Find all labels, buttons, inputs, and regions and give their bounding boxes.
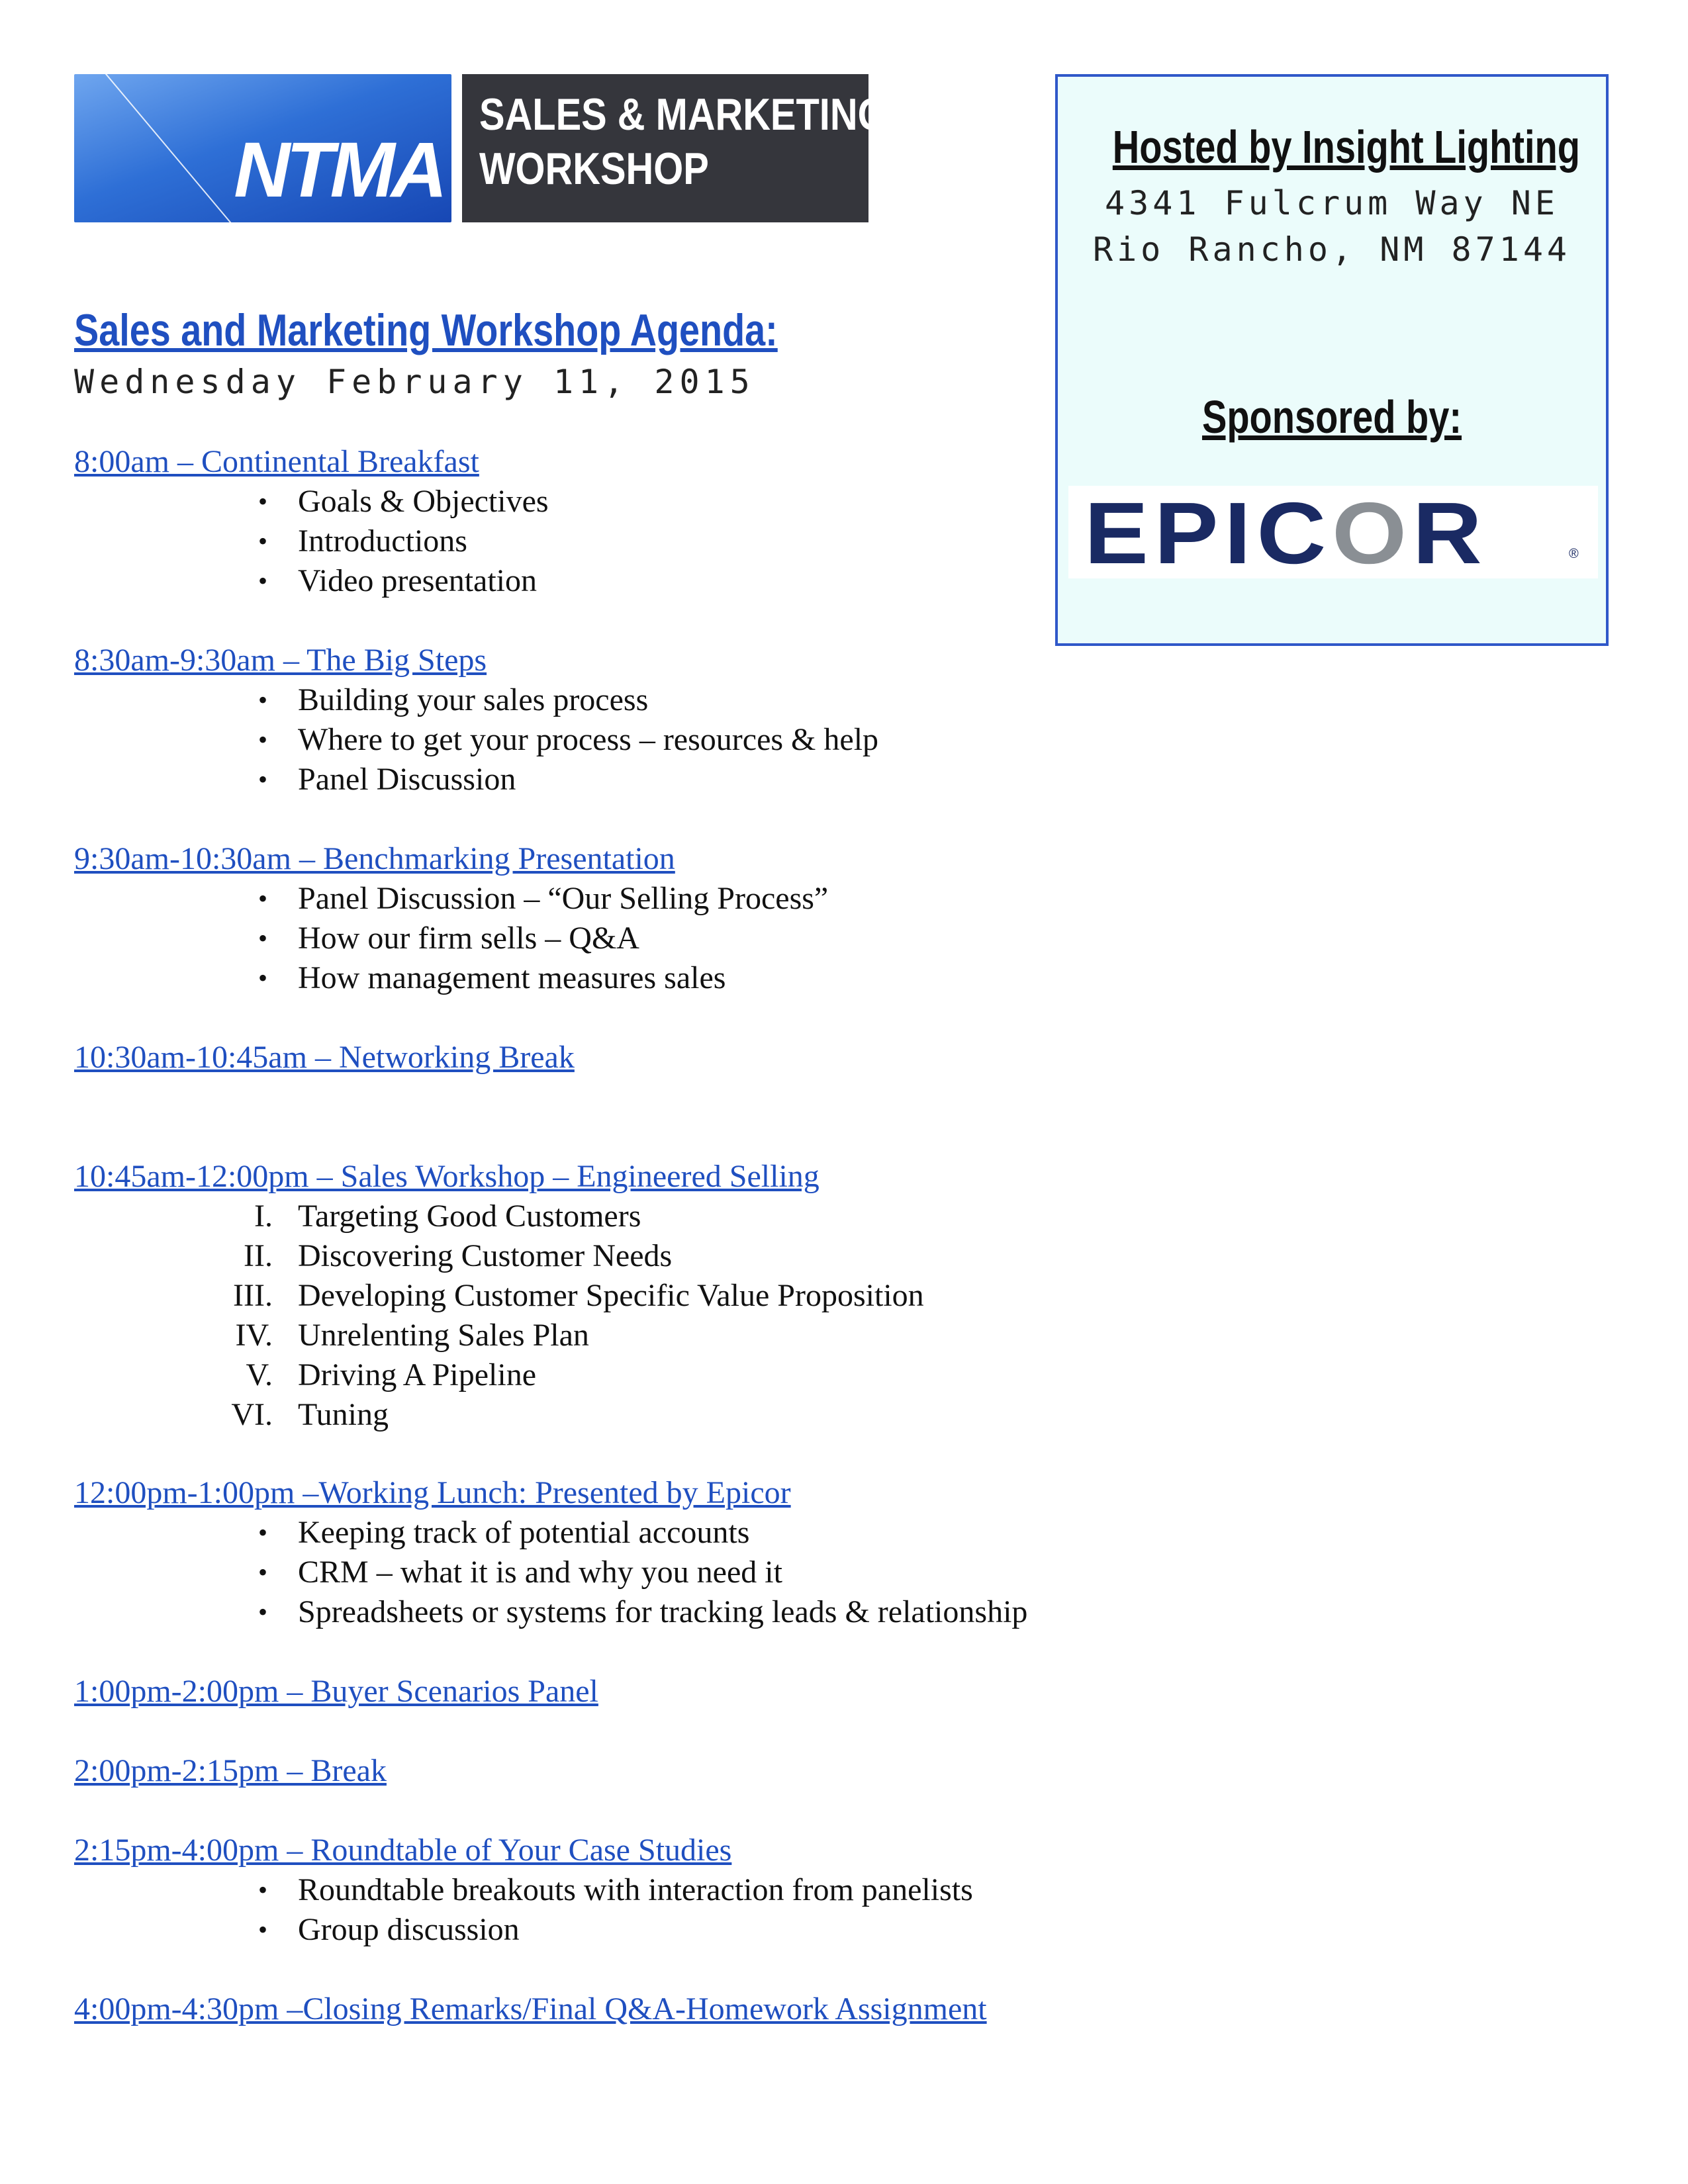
agenda-item: Tuning — [298, 1397, 389, 1432]
workshop-title-line2: WORKSHOP — [479, 144, 709, 194]
bullet-icon: • — [258, 685, 268, 715]
agenda-item: CRM – what it is and why you need it — [298, 1555, 782, 1590]
session-heading[interactable]: 2:00pm-2:15pm – Break — [74, 1753, 387, 1788]
bullet-icon: • — [258, 1518, 268, 1547]
agenda-item: Building your sales process — [298, 682, 649, 717]
agenda-date: Wednesday February 11, 2015 — [74, 363, 755, 401]
agenda-item: Targeting Good Customers — [298, 1199, 641, 1234]
agenda-item: Goals & Objectives — [298, 484, 549, 519]
agenda-item: Panel Discussion — [298, 762, 516, 797]
agenda-title[interactable]: Sales and Marketing Workshop Agenda: — [74, 305, 778, 355]
roman-numeral: IV. — [235, 1318, 273, 1353]
agenda-item: Panel Discussion – “Our Selling Process” — [298, 881, 829, 916]
session-heading[interactable]: 9:30am-10:30am – Benchmarking Presentation — [74, 841, 675, 876]
agenda-item: Where to get your process – resources & help — [298, 722, 879, 757]
bullet-icon: • — [258, 526, 268, 556]
logo-swoosh — [94, 74, 240, 222]
host-title: Hosted by Insight Lighting — [1112, 121, 1580, 173]
workshop-title-block — [462, 74, 888, 222]
host-address-line2: Rio Rancho, NM 87144 — [1092, 230, 1571, 269]
bullet-icon: • — [258, 1915, 268, 1944]
roman-numeral: III. — [233, 1278, 273, 1313]
roman-numeral: II. — [244, 1238, 273, 1273]
bullet-icon: • — [258, 923, 268, 953]
agenda-item: Spreadsheets or systems for tracking leads & relationship — [298, 1594, 1028, 1629]
session-heading[interactable]: 4:00pm-4:30pm –Closing Remarks/Final Q&A-Homework Assignment — [74, 1991, 987, 2026]
agenda-item: Discovering Customer Needs — [298, 1238, 673, 1273]
roman-numeral: I. — [254, 1199, 273, 1234]
registered-mark: ® — [1569, 547, 1579, 561]
epicor-logo — [1068, 484, 1598, 582]
agenda-item: Keeping track of potential accounts — [298, 1515, 750, 1550]
bullet-icon: • — [258, 486, 268, 516]
agenda-item: Driving A Pipeline — [298, 1357, 536, 1392]
bullet-icon: • — [258, 1597, 268, 1627]
agenda-item: Developing Customer Specific Value Proposition — [298, 1278, 924, 1313]
session-heading[interactable]: 10:45am-12:00pm – Sales Workshop – Engineered Selling — [74, 1159, 820, 1194]
session-heading[interactable]: 1:00pm-2:00pm – Buyer Scenarios Panel — [74, 1674, 598, 1709]
agenda-item: Roundtable breakouts with interaction from panelists — [298, 1872, 973, 1907]
session-heading[interactable]: 8:00am – Continental Breakfast — [74, 444, 479, 479]
agenda-item: How our firm sells – Q&A — [298, 921, 639, 956]
host-info-box — [1055, 74, 1609, 646]
roman-numeral: V. — [246, 1357, 273, 1392]
bullet-icon: • — [258, 1875, 268, 1905]
agenda-item: Video presentation — [298, 563, 538, 598]
bullet-icon: • — [258, 1557, 268, 1587]
agenda-item: Group discussion — [298, 1912, 520, 1947]
agenda-item: How management measures sales — [298, 960, 726, 995]
session-heading[interactable]: 2:15pm-4:00pm – Roundtable of Your Case Studies — [74, 1833, 732, 1868]
workshop-title-line1: SALES & MARKETING — [479, 89, 888, 140]
roman-numeral: VI. — [231, 1397, 273, 1432]
session-heading[interactable]: 8:30am-9:30am – The Big Steps — [74, 643, 487, 678]
bullet-icon: • — [258, 884, 268, 913]
ntma-brand-text: NTMA — [234, 126, 444, 214]
bullet-icon: • — [258, 725, 268, 754]
ntma-logo — [74, 74, 888, 222]
agenda-item: Introductions — [298, 523, 467, 559]
bullet-icon: • — [258, 566, 268, 596]
session-heading[interactable]: 12:00pm-1:00pm –Working Lunch: Presented by Epicor — [74, 1475, 791, 1510]
session-heading[interactable]: 10:30am-10:45am – Networking Break — [74, 1040, 575, 1075]
agenda-item: Unrelenting Sales Plan — [298, 1318, 589, 1353]
bullet-icon: • — [258, 963, 268, 993]
host-address-line1: 4341 Fulcrum Way NE — [1105, 184, 1559, 222]
sponsor-title: Sponsored by: — [1201, 391, 1462, 443]
ntma-logo-mark — [74, 74, 451, 222]
epicor-wordmark: EPICOR — [1084, 484, 1488, 582]
bullet-icon: • — [258, 764, 268, 794]
